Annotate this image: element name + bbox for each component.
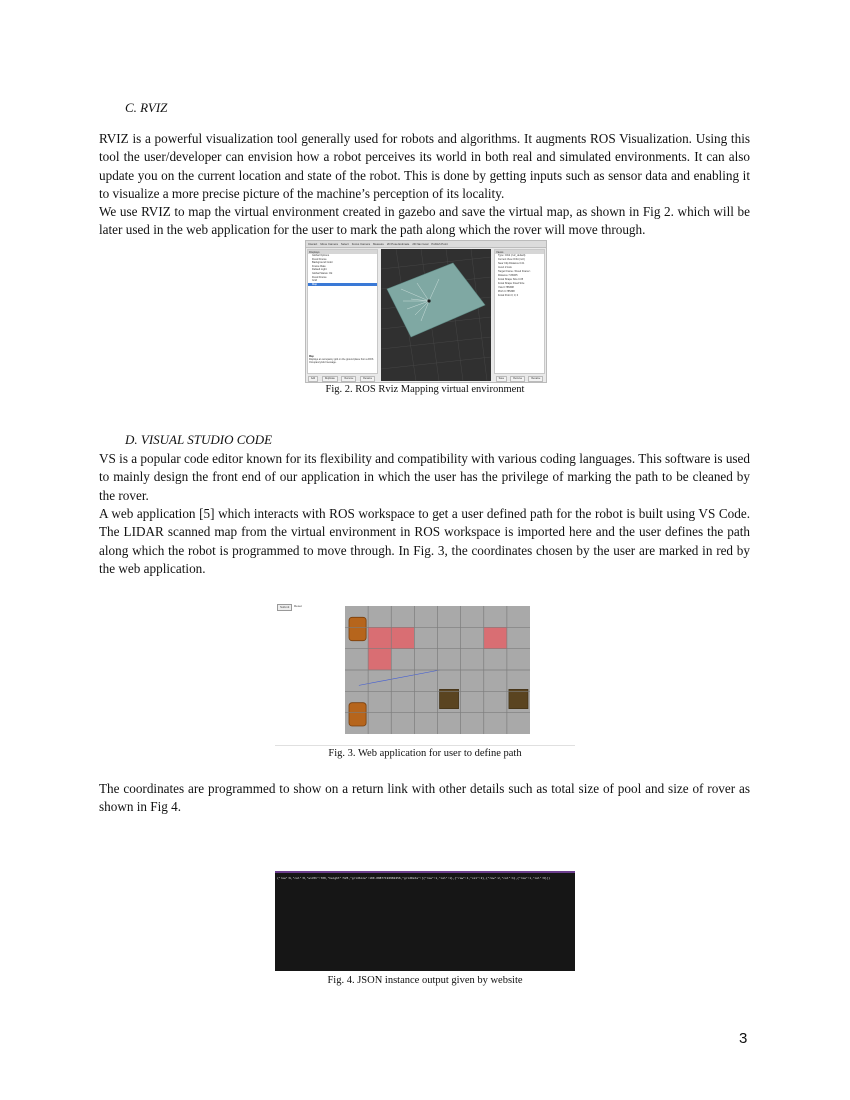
displays-title: Displays [308,250,377,254]
remove-button: Remove [341,376,356,382]
rviz-tool: Measure [373,242,384,246]
section-d-paragraph-2: A web application [5] which interacts with ROS workspace to get a user defined path for the robot is built using VS Code. The LIDAR scanned map from the virtual environment in ROS workspace is imported here and the user defines the path along which the robot is programmed to move through. In Fig. 3, the coordinates chosen by the user are marked in red by the web application. [99,506,750,576]
help-text: Displays an occupancy grid on the ground plane from a ROS OccupancyGrid message. [309,358,374,364]
path-grid [345,606,530,734]
selected-path-cell [391,627,414,648]
view-row: Focal Shape Fixed Size [498,282,525,285]
web-app-screenshot [275,602,575,746]
display-row: Frame Rate [312,264,326,268]
view-row: Pitch 0.785398 [498,290,515,293]
rviz-screenshot [305,240,547,383]
displays-buttons [306,375,377,382]
section-d-heading: D. VISUAL STUDIO CODE [125,432,273,447]
pool-object [349,617,366,640]
rviz-map-plane [387,263,485,337]
rviz-tool: Select [340,242,349,246]
rviz-tool: Publish Point [431,242,448,246]
view-row: Current View Orbit (rviz) [498,258,525,261]
view-row: Focal Shape Size 0.05 [498,278,524,281]
section-c-paragraph-2: We use RVIZ to map the virtual environment created in gazebo and save the virtual map, as shown in Fig 2. which will be later used in the web application for the user to mark the path along which the rover will move through. [99,204,750,238]
rviz-tool: Move Camera [320,242,338,246]
obstacle-box [509,689,528,708]
views-title: Views [495,250,544,254]
section-d-paragraph-1: VS is a popular code editor known for its flexibility and compatibility with various coding languages. This software is used to mainly design the front end of our application in which the user has the privilege of marking the path to be cleaned by the rover. [99,451,750,503]
section-c-heading: C. RVIZ [125,100,168,115]
view-row: Focal Point 0; 0; 0 [498,294,519,297]
selected-path-cell [484,627,507,648]
rviz-tool: Interact [308,242,318,246]
display-row: Default Light [312,268,327,272]
rviz-3d-viewport [381,249,491,381]
save-button: Save [496,376,507,382]
rviz-tool: 2D Nav Goal [412,242,429,246]
add-button: Add [308,376,318,382]
remove-view-button: Remove [510,376,525,382]
rviz-map-render [381,249,491,381]
views-buttons [494,375,545,382]
path-grid-canvas [345,606,530,734]
display-row: Grid [312,279,317,283]
help-title: Map [309,355,314,358]
fig2-caption: Fig. 2. ROS Rviz Mapping virtual environment [325,384,525,395]
display-row: Fixed Frame [312,275,327,279]
display-help [309,355,377,364]
pool-object [349,703,366,726]
view-row: Target Frame <Fixed Frame> [498,270,531,273]
rename-button: Rename [360,376,375,382]
reset-link: Reset [294,604,302,608]
display-row: Fixed Frame [312,257,327,261]
rviz-tool: 2D Pose Estimate [386,242,410,246]
page-number: 3 [739,1030,748,1047]
selected-path-cell [368,627,391,648]
duplicate-button: Duplicate [322,376,338,382]
selected-path-cell [368,649,391,670]
display-row: Global Status: Ok [312,271,333,275]
rviz-views-panel [494,249,545,374]
rviz-displays-panel [307,249,378,374]
obstacle-box [440,689,459,708]
display-row-selected: Map [308,283,377,287]
rename-view-button: Rename [528,376,543,382]
view-row: Distance 7.83065 [498,274,518,277]
view-row: Yaw 0.785398 [498,286,514,289]
section-c-paragraph-1: RVIZ is a powerful visualization tool generally used for robots and algorithms. It augments ROS Visualization. Using this tool the user/developer can envision how a robot perceives its world in both real and simulated environments. It can also update you on the current location and state of the robot. This is done by getting inputs such as sensor data and enabling it to visualize a more precise picture of the machine’s perception of its locality. [99,131,750,201]
fig4-caption: Fig. 4. JSON instance output given by website [327,975,523,986]
fig3-caption: Fig. 3. Web application for user to define path [328,748,522,759]
view-row: Type: Orbit (rviz_default) [498,254,526,257]
json-console [275,871,575,971]
rviz-toolbar [306,241,546,248]
json-output-text: {"row":6,"col":8,"width":700,"height":525,"gridSize":100.00877192982456,"gridData":[{"row":1,"col":1},{"row":1,"col":2},{"row":2,"col":1},{"row":1,"col":6}]} [277,876,551,880]
view-row: Invert Z Axis [498,266,512,269]
rviz-tool: Focus Camera [351,242,371,246]
display-row: Background Color [312,261,333,265]
view-row: Near Clip Distance 0.01 [498,262,525,265]
paragraph-fig4-intro: The coordinates are programmed to show on a return link with other details such as total size of pool and size of rover as shown in Fig 4. [99,781,750,815]
submit-button: Submit [277,604,292,611]
display-row: Global Options [312,254,330,257]
